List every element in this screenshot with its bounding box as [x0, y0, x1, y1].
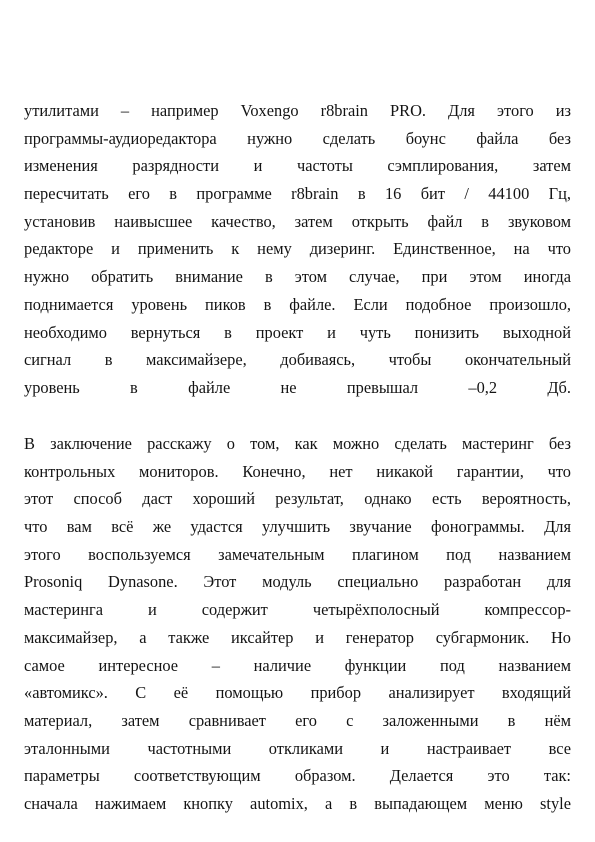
text-line: программы-аудиоредактора нужно сделать боунс файла без [24, 128, 571, 148]
text-line: редакторе и применить к нему дизеринг. Единственное, на что [24, 239, 571, 259]
text-line: этого воспользуемся замечательным плагином под названием [24, 544, 571, 564]
text-line: самое интересное – наличие функции под названием [24, 655, 571, 675]
paragraph-2 [24, 430, 571, 818]
text-line: В заключение расскажу о том, как можно сделать мастеринг без [24, 434, 571, 453]
text-line: материал, затем сравнивает его с заложенными в нём [24, 710, 571, 730]
text-line: эталонными частотными откликами и настраивает все [24, 738, 571, 758]
text-line: контрольных мониторов. Конечно, нет никакой гарантии, что [24, 461, 571, 481]
text-line: сигнал в максимайзере, добиваясь, чтобы окончательный [24, 350, 571, 370]
text-line: утилитами – например Voxengo r8brain PRO. Для этого из [24, 101, 571, 120]
text-line: изменения разрядности и частоты сэмплирования, затем [24, 156, 571, 176]
text-line: сначала нажимаем кнопку automix, а в выпадающем меню style [24, 793, 571, 813]
text-line: уровень в файле не превышал –0,2 Дб. [24, 377, 571, 397]
text-line: пересчитать его в программе r8brain в 16 бит / 44100 Гц, [24, 184, 571, 204]
paragraph-1 [24, 97, 571, 402]
text-line: максимайзер, а также иксайтер и генератор субгармоник. Но [24, 627, 571, 647]
text-line: необходимо вернуться в проект и чуть понизить выходной [24, 322, 571, 342]
text-line: Prosoniq Dynasone. Этот модуль специально разработан для [24, 572, 571, 592]
text-line: «автомикс». С её помощью прибор анализирует входящий [24, 683, 571, 703]
text-line: поднимается уровень пиков в файле. Если подобное произошло, [24, 294, 571, 314]
text-line: что вам всё же удастся улучшить звучание фонограммы. Для [24, 517, 571, 537]
text-line: этот способ даст хороший результат, однако есть вероятность, [24, 489, 571, 509]
text-line: параметры соответствующим образом. Делается это так: [24, 766, 571, 786]
text-line: нужно обратить внимание в этом случае, при этом иногда [24, 267, 571, 287]
text-line: установив наивысшее качество, затем открыть файл в звуковом [24, 211, 571, 231]
text-line: мастеринга и содержит четырёхполосный компрессор- [24, 600, 571, 620]
